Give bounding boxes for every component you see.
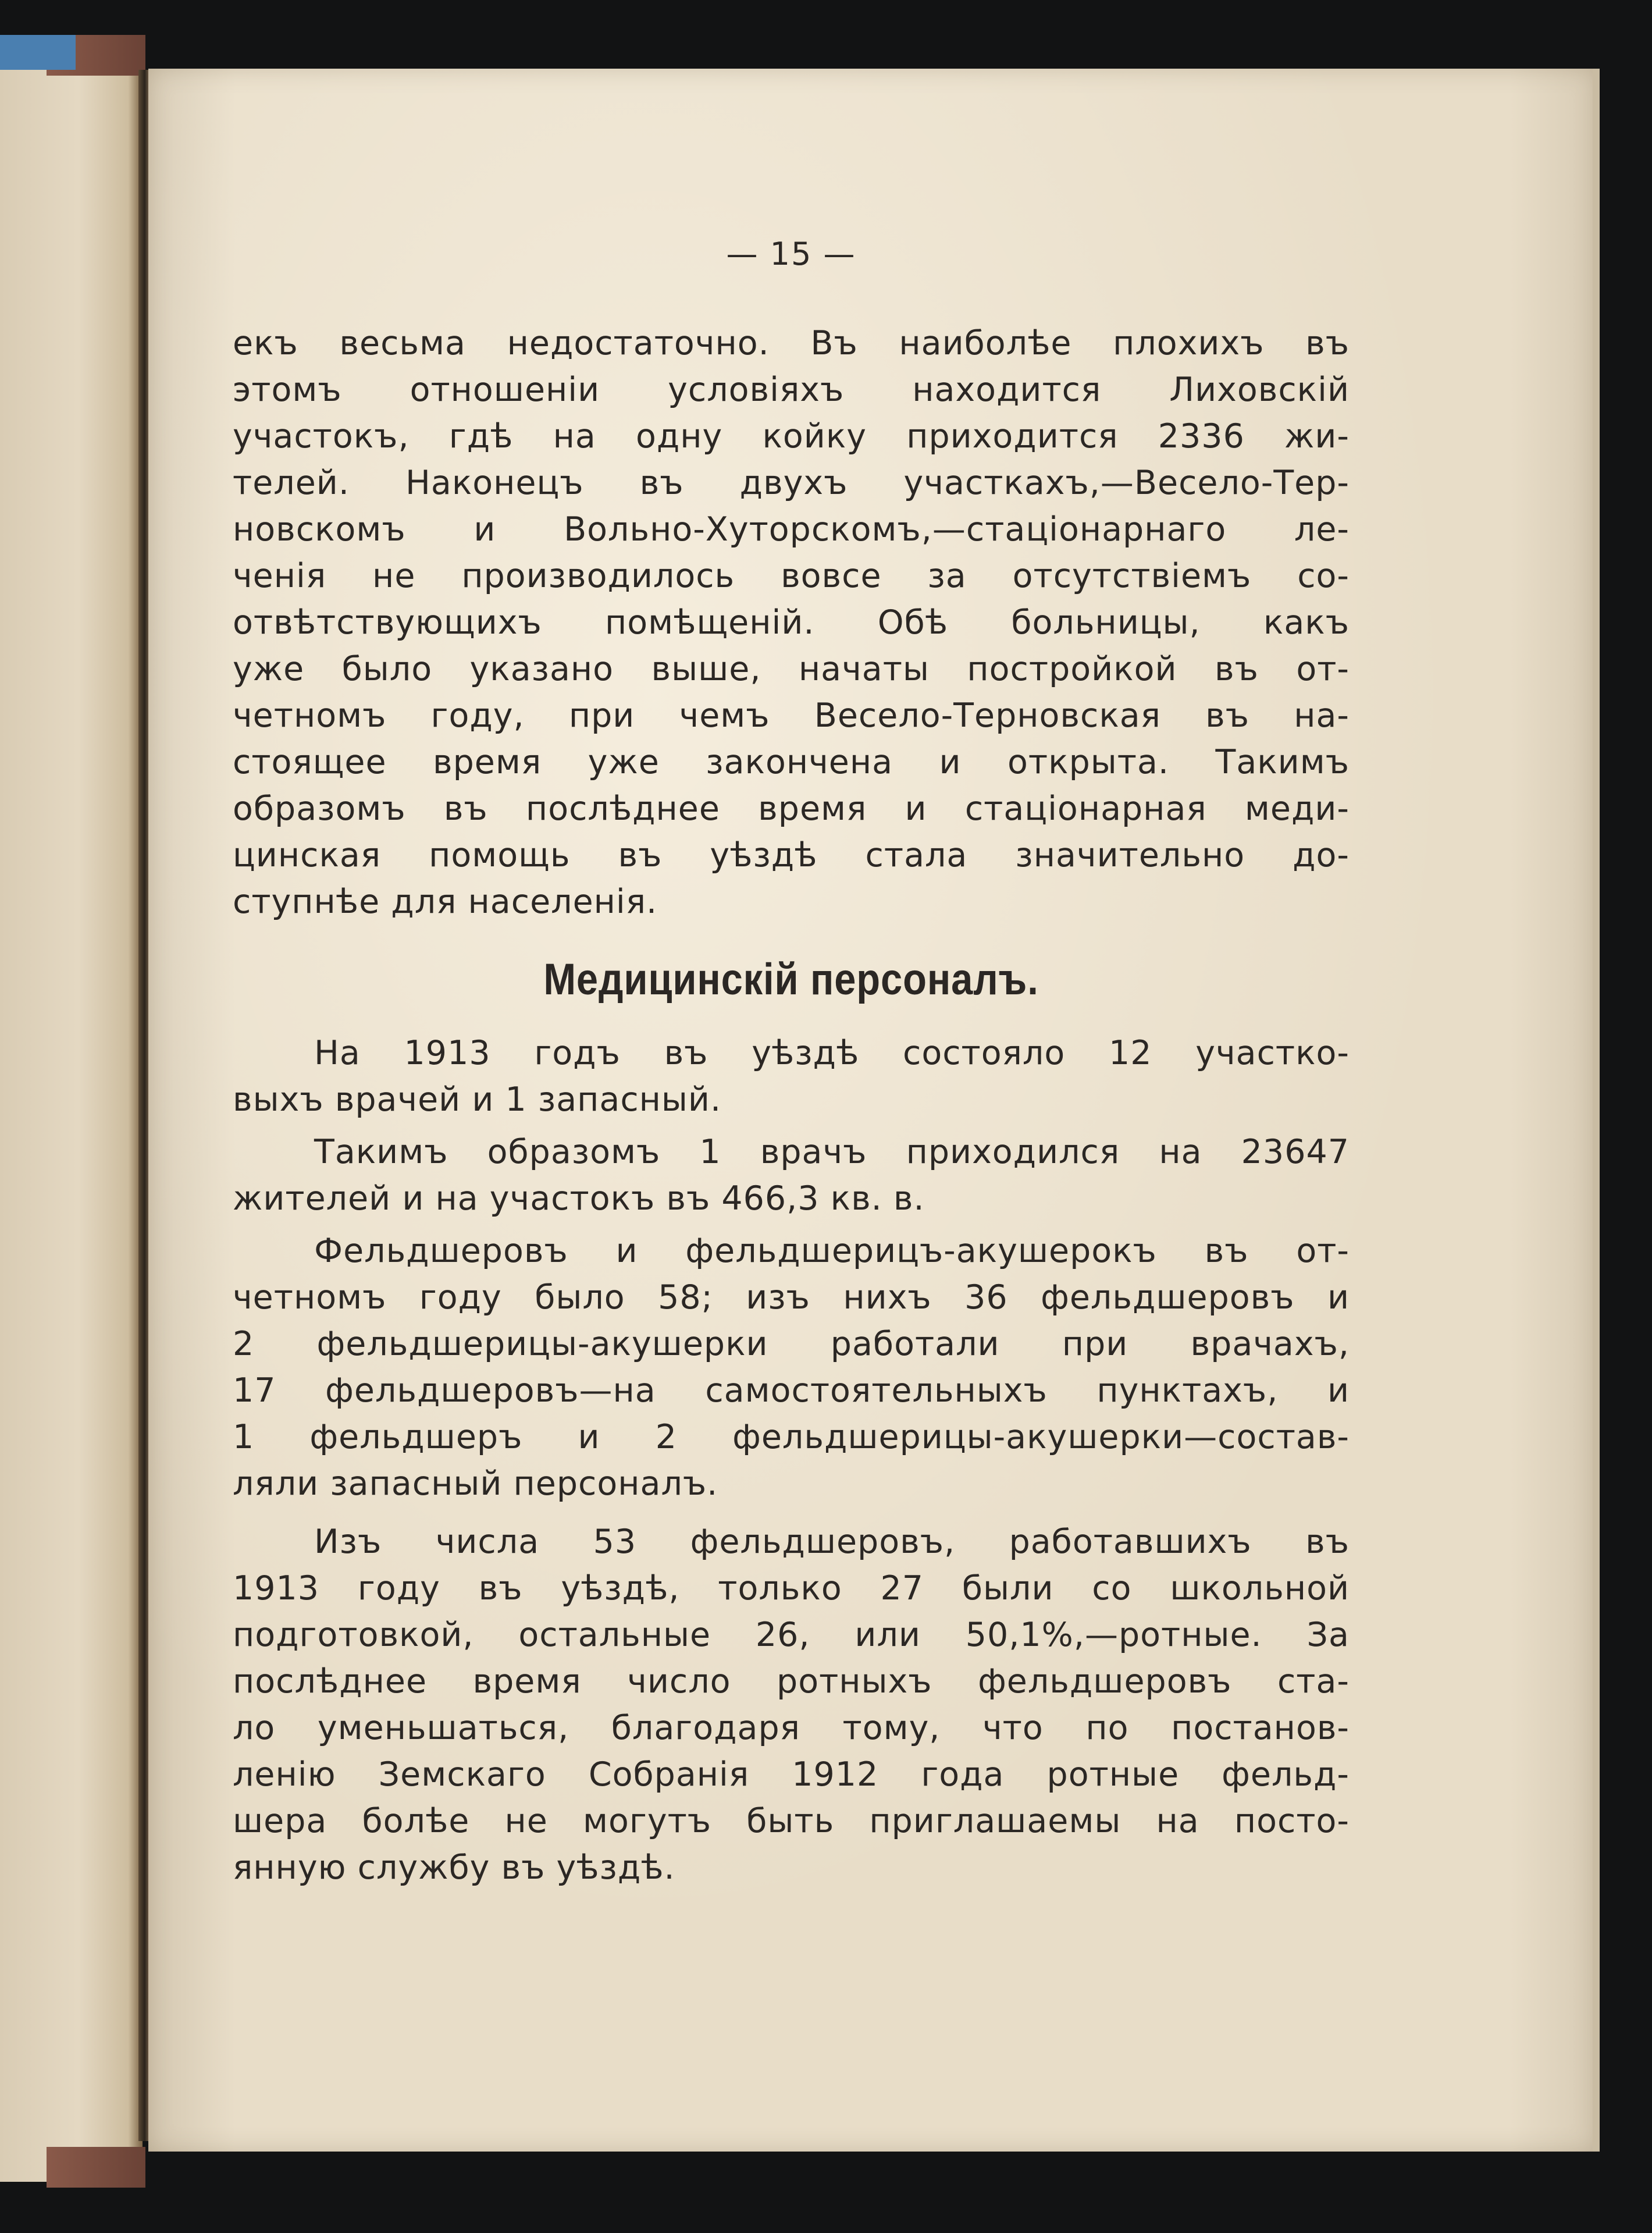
text-line: На 1913 годъ въ уѣздѣ состояло 12 участко- [314,1034,1350,1072]
text-line: 1 фельдшеръ и 2 фельдшерицы-акушерки—состав- [233,1418,1350,1456]
text-line: Фельдшеровъ и фельдшерицъ-акушерокъ въ от- [314,1232,1350,1270]
page-edge [1593,69,1600,2152]
text-line: ло уменьшаться, благодаря тому, что по постанов- [233,1709,1350,1747]
text-line: новскомъ и Вольно-Хуторскомъ,—стаціонарнаго ле- [233,510,1350,549]
blue-tab [0,35,76,70]
text-line: Такимъ образомъ 1 врачъ приходился на 23647 [314,1133,1350,1171]
text-line: четномъ году было 58; изъ нихъ 36 фельдшеровъ и [233,1278,1350,1317]
text-line: подготовкой, остальные 26, или 50,1%,—ротные. За [233,1616,1350,1654]
cover-corner-bottom [47,2147,145,2188]
text-line: участокъ, гдѣ на одну койку приходится 2336 жи- [233,417,1350,456]
text-line: ступнѣе для населенія. [233,883,658,921]
page-number: — 15 — [726,236,856,272]
text-line: четномъ году, при чемъ Весело-Терновская въ на- [233,696,1350,735]
text-line: ленію Земскаго Собранія 1912 года ротные фельд- [233,1755,1350,1794]
text-line: выхъ врачей и 1 запасный. [233,1080,722,1119]
section-heading: Медицинскій персоналъ. [543,955,1039,1004]
book-spine [138,70,149,2141]
text-line: 2 фельдшерицы-акушерки работали при врачахъ, [233,1325,1350,1363]
text-line: ченія не производилось вовсе за отсутствіемъ со- [233,557,1350,595]
text-line: ляли запасный персоналъ. [233,1464,718,1503]
text-line: образомъ въ послѣднее время и стаціонарная меди- [233,790,1350,828]
text-line: шера болѣе не могутъ быть приглашаемы на посто- [233,1802,1350,1840]
text-line: цинская помощь въ уѣздѣ стала значительно до- [233,836,1350,874]
text-line: стоящее время уже закончена и открыта. Такимъ [233,743,1350,781]
text-line: этомъ отношеніи условіяхъ находится Лиховскій [233,371,1350,409]
text-line: отвѣтствующихъ помѣщеній. Обѣ больницы, какъ [233,603,1350,642]
text-line: Изъ числа 53 фельдшеровъ, работавшихъ въ [314,1523,1350,1561]
book-cover-left [0,41,143,2182]
text-line: янную службу въ уѣздѣ. [233,1848,675,1887]
text-line: послѣднее время число ротныхъ фельдшеровъ ста- [233,1662,1350,1701]
text-line: телей. Наконецъ въ двухъ участкахъ,—Весело-Тер- [233,464,1350,502]
text-line: 1913 году въ уѣздѣ, только 27 были со школьной [233,1569,1350,1608]
text-line: жителей и на участокъ въ 466,3 кв. в. [233,1179,925,1218]
text-line: екъ весьма недостаточно. Въ наиболѣе плохихъ въ [233,324,1350,362]
text-line: уже было указано выше, начаты постройкой въ от- [233,650,1350,688]
text-line: 17 фельдшеровъ—на самостоятельныхъ пунктахъ, и [233,1371,1350,1410]
